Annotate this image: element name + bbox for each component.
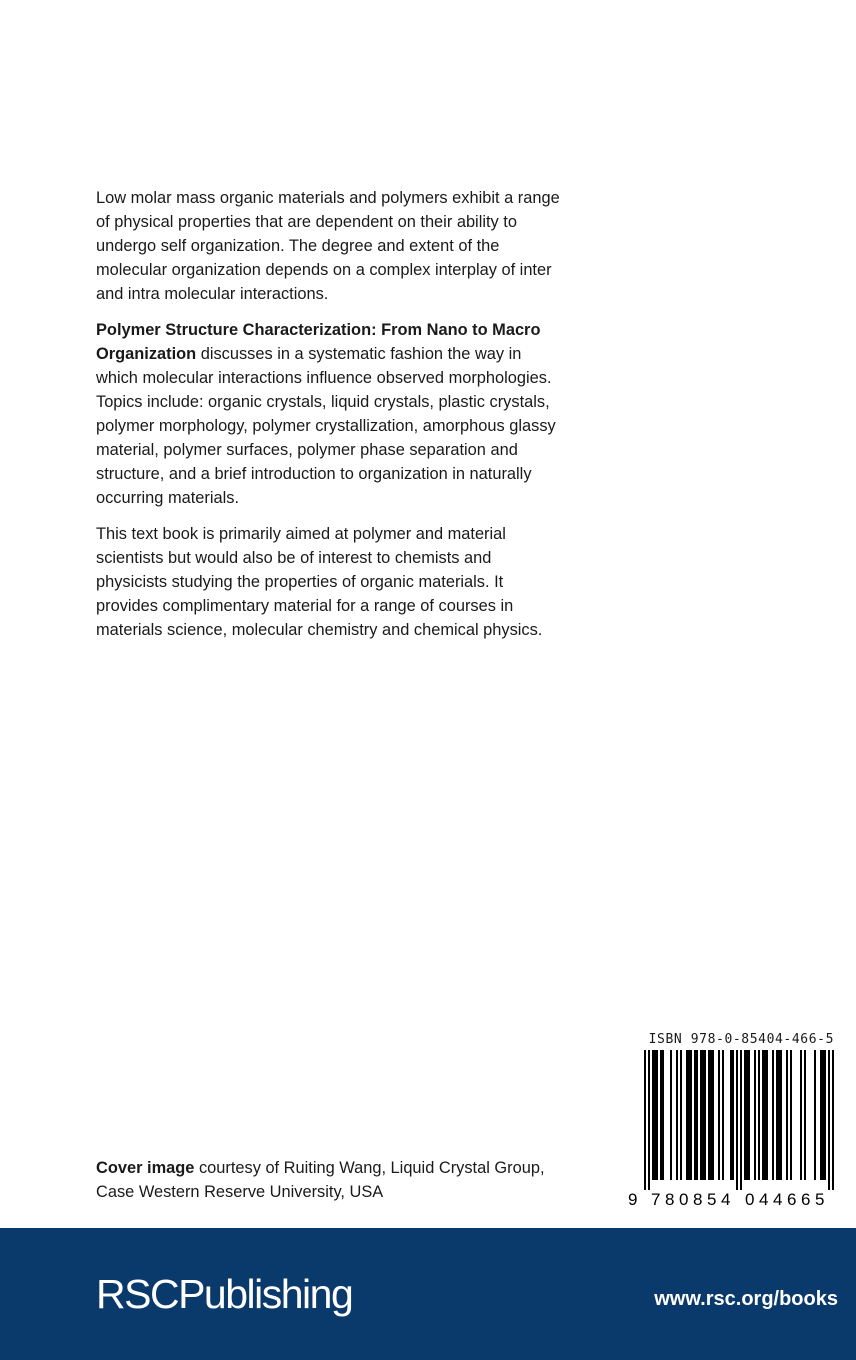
barcode-bar bbox=[722, 1050, 724, 1180]
barcode-bar bbox=[654, 1050, 656, 1180]
barcode-bar bbox=[822, 1050, 824, 1180]
barcode-digit: 0 bbox=[745, 1190, 755, 1209]
barcode-bar bbox=[754, 1050, 756, 1180]
publisher-logo: RSCPublishing bbox=[96, 1271, 353, 1317]
barcode-bar bbox=[748, 1050, 750, 1180]
barcode-digit: 6 bbox=[787, 1190, 797, 1209]
footer-band bbox=[0, 1228, 856, 1360]
barcode-bar bbox=[820, 1050, 822, 1180]
barcode-bar bbox=[648, 1050, 650, 1190]
barcode-bar bbox=[746, 1050, 748, 1180]
cover-image-credit-text: courtesy of Ruiting Wang, Liquid Crystal Group, Case Western Reserve University, USA bbox=[96, 1159, 545, 1201]
barcode-bar bbox=[780, 1050, 782, 1180]
barcode-digit: 8 bbox=[665, 1190, 675, 1209]
barcode-bar bbox=[778, 1050, 780, 1180]
barcode-bar bbox=[744, 1050, 746, 1180]
barcode-bar bbox=[660, 1050, 662, 1180]
barcode-bar bbox=[702, 1050, 704, 1180]
barcode-bar bbox=[704, 1050, 706, 1180]
barcode-digit: 4 bbox=[759, 1190, 769, 1209]
barcode-graphic bbox=[626, 1050, 838, 1210]
barcode-digit: 5 bbox=[815, 1190, 825, 1209]
barcode-digit: 4 bbox=[721, 1190, 731, 1209]
barcode-digit: 9 bbox=[628, 1190, 638, 1209]
barcode-digit: 4 bbox=[773, 1190, 783, 1209]
barcode-bar bbox=[688, 1050, 690, 1180]
barcode-bar bbox=[762, 1050, 764, 1180]
barcode-bar bbox=[764, 1050, 766, 1180]
barcode-bar bbox=[732, 1050, 734, 1180]
barcode-bar bbox=[832, 1050, 834, 1190]
barcode-bar bbox=[694, 1050, 696, 1180]
barcode-bar bbox=[710, 1050, 712, 1180]
barcode-digit: 7 bbox=[651, 1190, 661, 1209]
barcode-bar bbox=[718, 1050, 720, 1180]
barcode-bar bbox=[766, 1050, 768, 1180]
book-title-bold: Polymer Structure Characterization: From Nano to Macro Organization bbox=[96, 321, 541, 363]
barcode-bar bbox=[656, 1050, 658, 1180]
barcode-bar bbox=[814, 1050, 816, 1180]
description-paragraph-3: This text book is primarily aimed at polymer and material scientists but would also be of interest to chemists and physicists studying the properties of organic materials. It provides complimentary material for a range of courses in materials science, molecular chemistry and chemical physics. bbox=[96, 525, 543, 639]
description-paragraph-2 bbox=[96, 318, 566, 510]
barcode-bar bbox=[652, 1050, 654, 1180]
barcode-digit: 6 bbox=[801, 1190, 811, 1209]
barcode-digit: 5 bbox=[707, 1190, 717, 1209]
isbn-barcode-block bbox=[626, 1032, 838, 1210]
barcode-bar bbox=[740, 1050, 742, 1190]
cover-image-label: Cover image bbox=[96, 1159, 195, 1177]
barcode-bar bbox=[676, 1050, 678, 1180]
barcode-bar bbox=[786, 1050, 788, 1180]
barcode-bar bbox=[700, 1050, 702, 1180]
barcode-bar bbox=[824, 1050, 826, 1180]
barcode-bar bbox=[772, 1050, 774, 1180]
barcode-bar bbox=[708, 1050, 710, 1180]
isbn-label: ISBN 978-0-85404-466-5 bbox=[648, 1032, 834, 1047]
description-paragraph-1: Low molar mass organic materials and polymers exhibit a range of physical properties that are dependent on their ability to undergo self organization. The degree and extent of the molecular organization depends on a complex interplay of inter and intra molecular interactions. bbox=[96, 189, 560, 303]
barcode-bar bbox=[736, 1050, 738, 1190]
barcode-bar bbox=[690, 1050, 692, 1180]
barcode-bar bbox=[670, 1050, 672, 1180]
barcode-bar bbox=[730, 1050, 732, 1180]
barcode-digit: 0 bbox=[679, 1190, 689, 1209]
barcode-bar bbox=[686, 1050, 688, 1180]
barcode-bar bbox=[800, 1050, 802, 1180]
barcode-bar bbox=[804, 1050, 806, 1180]
description-paragraph-2-text: discusses in a systematic fashion the way in which molecular interactions influence observed morphologies. Topics include: organic crystals, liquid crystals, plastic crystals, polymer morphology, polymer crystallization, amorphous glassy material, polymer surfaces, polymer phase separation and structure, and a brief introduction to organization in naturally occurring materials. bbox=[96, 345, 556, 507]
barcode-bar bbox=[662, 1050, 664, 1180]
barcode-bar bbox=[758, 1050, 760, 1180]
barcode-bar bbox=[644, 1050, 646, 1190]
barcode-digit: 8 bbox=[693, 1190, 703, 1209]
barcode-bar bbox=[680, 1050, 682, 1180]
barcode-bar bbox=[712, 1050, 714, 1180]
website-url: www.rsc.org/books bbox=[654, 1288, 838, 1310]
barcode-bar bbox=[790, 1050, 792, 1180]
barcode-bar bbox=[828, 1050, 830, 1190]
barcode-bar bbox=[696, 1050, 698, 1180]
cover-image-credit bbox=[96, 1156, 576, 1204]
barcode-bar bbox=[776, 1050, 778, 1180]
back-cover-description bbox=[96, 186, 566, 654]
